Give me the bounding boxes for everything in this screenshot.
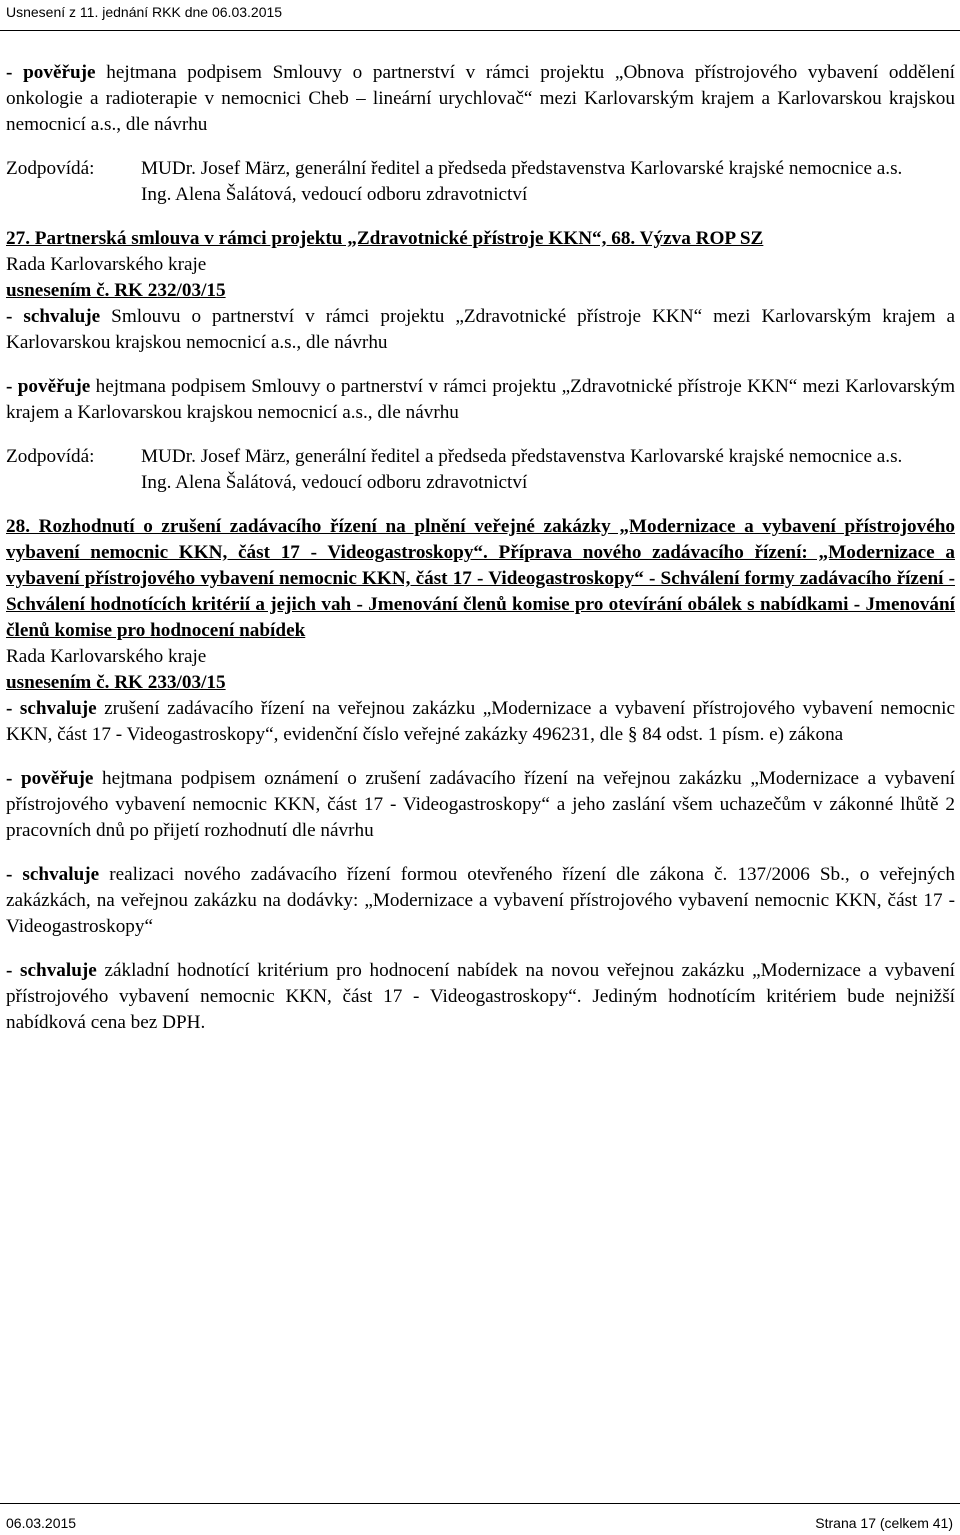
item-28-paragraph-4 bbox=[6, 958, 955, 1036]
item-28-paragraph-3 bbox=[6, 862, 955, 940]
item-28-paragraph-2 bbox=[6, 766, 955, 844]
page-header bbox=[0, 0, 960, 36]
item-28-p1-lead: - schvaluje bbox=[6, 698, 97, 719]
responsible-persons bbox=[141, 444, 955, 496]
item-28-council: Rada Karlovarského kraje bbox=[6, 646, 207, 667]
page-footer bbox=[0, 1503, 960, 1535]
item-28-p3-lead: - schvaluje bbox=[6, 864, 100, 885]
responsible-block-2 bbox=[6, 444, 955, 496]
item-28-p2-text: hejtmana podpisem oznámení o zrušení zadávacího řízení na veřejnou zakázku „Modernizace a vybavení přístrojového vybavení nemocnic KKN, část 17 - Videogastroskopy“ a jeho zaslání všem uchazečům v zákonné lhůtě 2 pracovních dnů po přijetí rozhodnutí dle návrhu bbox=[6, 768, 955, 841]
responsible-block-1 bbox=[6, 156, 955, 208]
item-28-p4-text: základní hodnotící kritérium pro hodnocení nabídek na novou veřejnou zakázku „Modernizace a vybavení přístrojového vybavení nemocnic KKN, část 17 - Videogastroskopy“. Jediným hodnotícím kritériem bude nejnižší nabídková cena bez DPH. bbox=[6, 960, 955, 1033]
item-27-heading bbox=[6, 226, 955, 252]
responsible-person-2: Ing. Alena Šalátová, vedoucí odboru zdravotnictví bbox=[141, 472, 528, 493]
item-27-paragraph-1 bbox=[6, 304, 955, 356]
item-28-p1-text: zrušení zadávacího řízení na veřejnou zakázku „Modernizace a vybavení přístrojového vybavení nemocnic KKN, část 17 - Videogastroskopy“, evidenční číslo veřejné zakázky 496231, dle § 84 odst. 1 písm. e) zákona bbox=[6, 698, 956, 745]
item-28-paragraph-1 bbox=[6, 696, 955, 748]
header-title: Usnesení z 11. jednání RKK dne 06.03.2015 bbox=[6, 4, 283, 20]
item-27-resolution-number: usnesením č. RK 232/03/15 bbox=[6, 280, 226, 301]
item-27-paragraph-2 bbox=[6, 374, 955, 426]
item-28-heading bbox=[6, 514, 955, 644]
item-27-p2-lead: - pověřuje bbox=[6, 376, 91, 397]
item-27-council: Rada Karlovarského kraje bbox=[6, 254, 207, 275]
item-27-title: 27. Partnerská smlouva v rámci projektu „Zdravotnické přístroje KKN“, 68. Výzva ROP SZ bbox=[6, 228, 764, 249]
item-28-title: 28. Rozhodnutí o zrušení zadávacího řízení na plnění veřejné zakázky „Modernizace a vybavení přístrojového vybavení nemocnic KKN, část 17 - Videogastroskopy“. Příprava nového zadávacího řízení: „Modernizace a vybavení přístrojového vybavení nemocnic KKN, část 17 - Videogastroskopy“ - Schválení formy zadávacího řízení - Schválení hodnotících kritérií a jejich vah - Jmenování členů komise pro otevírání obálek s nabídkami - Jmenování členů komise pro hodnocení nabídek bbox=[6, 516, 955, 641]
responsible-label: Zodpovídá: bbox=[6, 158, 95, 179]
footer-page-number: Strana 17 (celkem 41) bbox=[815, 1515, 953, 1531]
responsible-person-1: MUDr. Josef März, generální ředitel a předseda představenstva Karlovarské krajské nemocnice a.s. bbox=[141, 158, 903, 179]
intro-lead: - pověřuje bbox=[6, 62, 96, 83]
footer-date: 06.03.2015 bbox=[6, 1515, 77, 1531]
document-body bbox=[6, 60, 955, 1054]
item-28-p3-text: realizaci nového zadávacího řízení formou otevřeného řízení dle zákona č. 137/2006 Sb., o veřejných zakázkách, na veřejnou zakázku na dodávky: „Modernizace a vybavení přístrojového vybavení nemocnic KKN, část 17 - Videogastroskopy“ bbox=[6, 864, 956, 937]
item-28-resolution-number: usnesením č. RK 233/03/15 bbox=[6, 672, 226, 693]
item-27-p2-text: hejtmana podpisem Smlouvy o partnerství v rámci projektu „Zdravotnické přístroje KKN“ mezi Karlovarským krajem a Karlovarskou krajskou nemocnicí a.s., dle návrhu bbox=[6, 376, 955, 423]
header-rule bbox=[0, 30, 960, 31]
item-27-p1-lead: - schvaluje bbox=[6, 306, 101, 327]
responsible-persons bbox=[141, 156, 955, 208]
responsible-person-1: MUDr. Josef März, generální ředitel a předseda představenstva Karlovarské krajské nemocnice a.s. bbox=[141, 446, 903, 467]
footer-rule bbox=[0, 1503, 960, 1504]
responsible-label: Zodpovídá: bbox=[6, 446, 95, 467]
intro-paragraph bbox=[6, 60, 955, 138]
intro-text: hejtmana podpisem Smlouvy o partnerství v rámci projektu „Obnova přístrojového vybavení oddělení onkologie a radioterapie v nemocnici Cheb – lineární urychlovač“ mezi Karlovarským krajem a Karlovarskou krajskou nemocnicí a.s., dle návrhu bbox=[6, 62, 955, 135]
item-27-p1-text: Smlouvu o partnerství v rámci projektu „Zdravotnické přístroje KKN“ mezi Karlovarským krajem a Karlovarskou krajskou nemocnicí a.s., dle návrhu bbox=[6, 306, 956, 353]
responsible-person-2: Ing. Alena Šalátová, vedoucí odboru zdravotnictví bbox=[141, 184, 528, 205]
item-28-p4-lead: - schvaluje bbox=[6, 960, 97, 981]
item-28-p2-lead: - pověřuje bbox=[6, 768, 94, 789]
